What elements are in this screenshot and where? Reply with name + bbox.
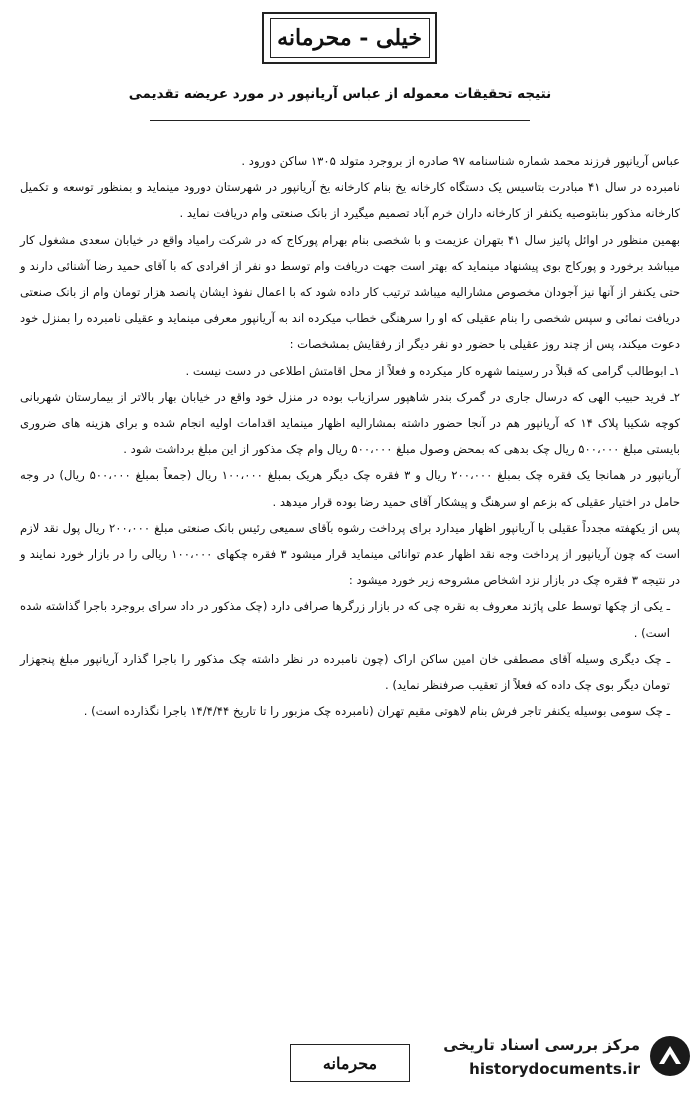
paragraph: نامبرده در سال ۴۱ مبادرت بتاسیس یک دستگاه کارخانه یخ بنام کارخانه یخ آریانپور در شهرستان دورود مینماید و بمنظور توسعه و تکمیل کارخانه مذکور بنابتوصیه یکنفر از کارخانه داران خرم آباد تصمیم میگیرد از بانک صنعتی وام دریافت نماید . [20,180,680,221]
archive-watermark [402,1028,692,1088]
paragraph: آریانپور در همانجا یک فقره چک بمبلغ ۲۰۰،۰۰۰ ریال و ۳ فقره چک دیگر هریک بمبلغ ۱۰۰،۰۰۰ ریال (جمعاً بمبلغ ۵۰۰،۰۰۰ ریال) در وجه حامل در اختیار عقیلی که بزعم او سرهنگ و پیشکار آقای حمید رضا بوده قرار میدهد . [20,468,680,509]
list-item: ـ یکی از چکها توسط علی پاژند معروف به نقره چی که در بازار زرگرها صرافی دارد (چک مذکور در داد سرای بروجرد باجرا گذاشته شده است) . [20,599,670,640]
paragraph: ۱ـ ابوطالب گرامی که قبلاً در رسینما شهره کار میکرده و فعلاً از محل اقامتش اطلاعی در دست نیست . [185,363,680,378]
watermark-text-en: historydocuments.ir [469,1060,640,1078]
classification-stamp-text: خیلی - محرمانه [270,18,430,58]
title-underline [150,120,530,121]
classification-stamp [262,12,437,64]
document-title: نتیجه تحقیقات معموله از عباس آریانپور در مورد عریضه تقدیمی [128,86,552,102]
list-item: ـ چک سومی بوسیله یکنفر تاجر فرش بنام لاهوتی مقیم تهران (نامبرده چک مزبور را تا تاریخ ۱۴/۴/۴۴ باجرا نگذارده است) . [83,704,670,719]
list-item: ـ چک دیگری وسیله آقای مصطفی خان امین ساکن اراک (چون نامبرده در نظر داشته چک مذکور را باجرا گذارد آریانپور مبلغ پنجهزار تومان دیگر بوی چک داده که فعلاً از تعقیب صرفنظر نماید) . [20,651,670,693]
paragraph: پس از یکهفته مجدداً عقیلی با آریانپور اظهار میدارد برای پرداخت رشوه بآقای سمیعی رئیس بانک صنعتی مبلغ ۲۰۰،۰۰۰ ریال پول نقد لازم است که چون آریانپور از پرداخت وجه نقد اظهار عدم توانائی مینماید قرار میشود ۳ فقره چکهای ۱۰۰،۰۰۰ ریالی را در بازار خورد نمایند و در نتیجه ۳ فقره چک در بازار نزد اشخاص مشروحه زیر خورد میشود : [20,520,681,588]
archive-logo-icon [648,1034,692,1078]
document-body [20,148,680,724]
paragraph: بهمین منظور در اوائل پائیز سال ۴۱ بتهران عزیمت و با شخصی بنام بهرام پورکاج که در شرکت رامیاد واقع در خیابان سعدی مشغول کار میباشد برخورد و پورکاج بوی پیشنهاد مینماید که بهتر است جهت دریافت وام توسط دو نفر از افرادی که با آقای حمید رضا آشنائی دارند و حتی یکنفر از آنها نیز آجودان مخصوص مشارالیه میباشد ترتیب کار داده شود که با اعمال نفوذ ایشان پانصد هزار تومان وام از بانک صنعتی دریافت نمائی و سپس شخصی را بنام عقیلی که او را سرهنگی خطاب میکرده اند به آریانپور معرفی مینماید و عقیلی نامبرده را بمنزل خود دعوت میکند، پس از چند روز عقیلی با حضور دو نفر دیگر از رفقایش بمشخصات : [20,232,680,352]
bottom-stamp: محرمانه [290,1044,410,1082]
paragraph: ۲ـ فرید حبیب الهی که درسال جاری در گمرک بندر شاهپور سرازیاب بوده در منزل خود واقع در خیابان بهار بالاتر از بیمارستان شهربانی کوچه شکیبا پلاک ۱۴ که آریانپور هم در آنجا حضور داشته بمشارالیه اظهار مینماید اقدامات اولیه انجام شده و برای هزینه های ضروری بایستی مبلغ ۵۰۰،۰۰۰ ریال چک بدهی که بمحض وصول مبلغ ۵۰۰،۰۰۰ ریال وام چک مذکور از این مبلغ برداشت شود . [20,389,680,457]
paragraph: عباس آریانپور فرزند محمد شماره شناسنامه ۹۷ صادره از بروجرد متولد ۱۳۰۵ ساکن دورود . [241,154,680,168]
watermark-text-fa: مرکز بررسی اسناد تاریخی [443,1036,640,1054]
